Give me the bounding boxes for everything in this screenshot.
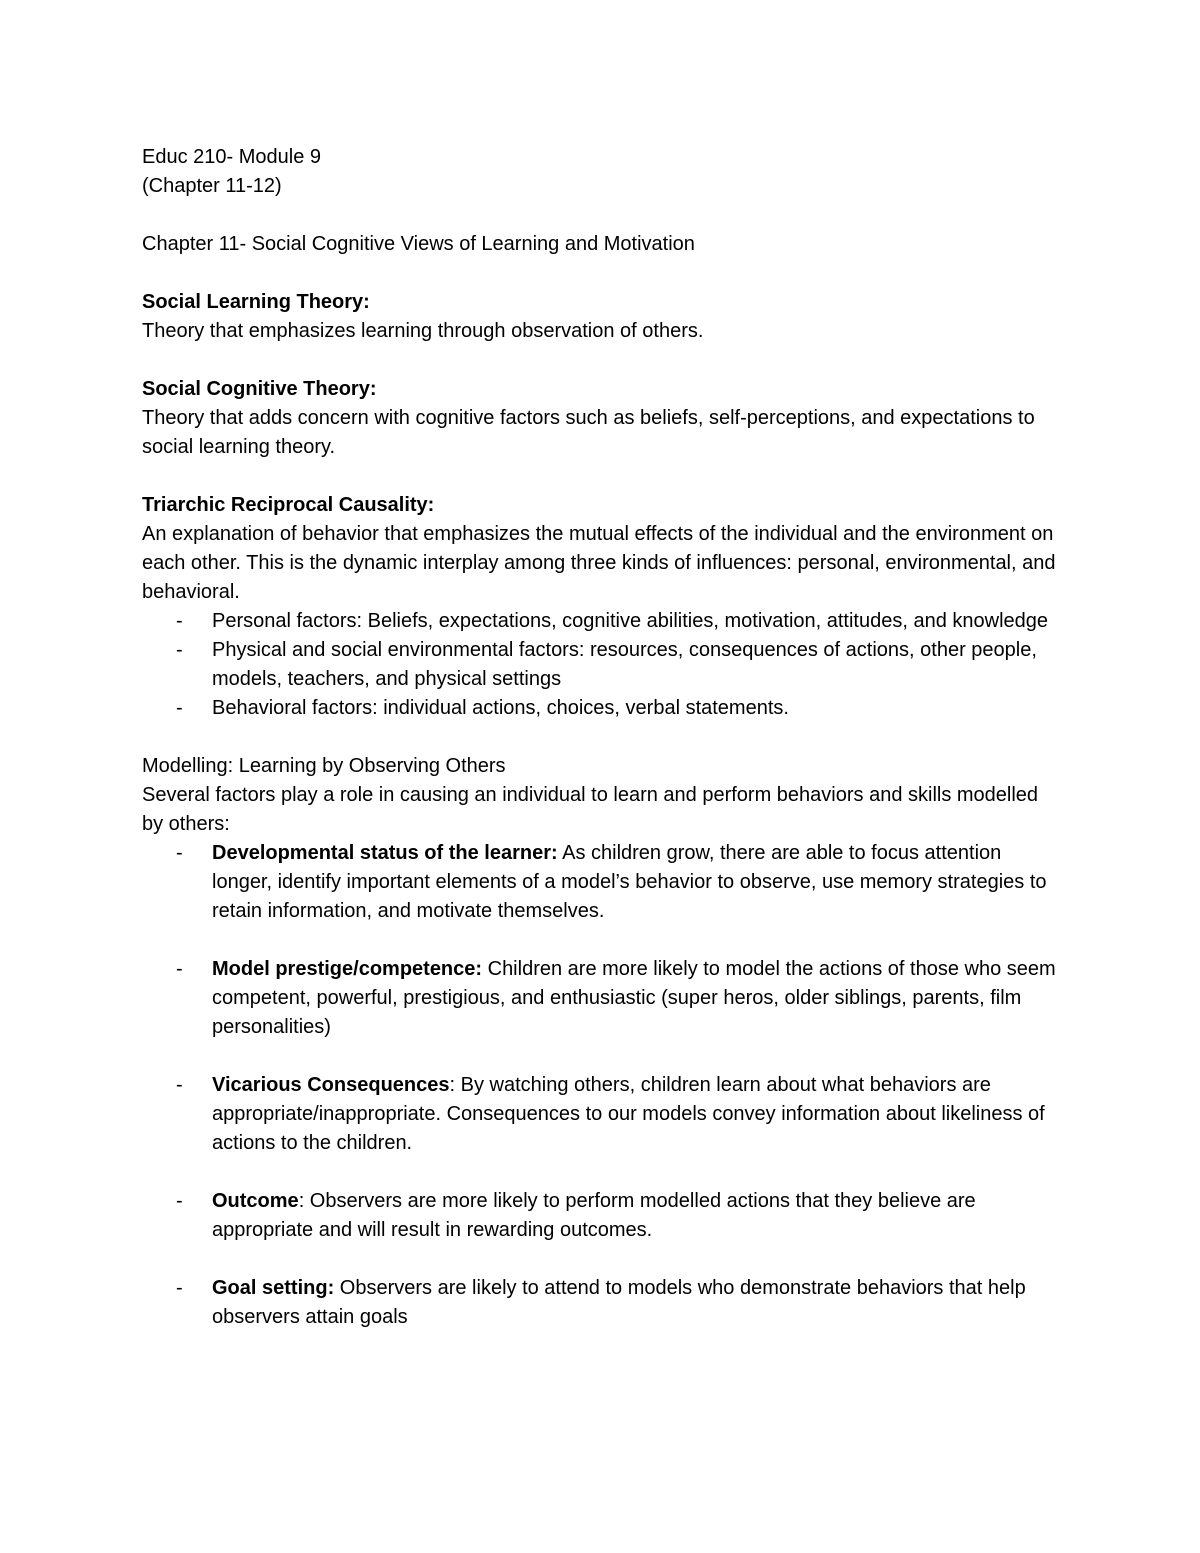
spacer <box>142 723 1062 752</box>
list-item <box>142 607 1062 636</box>
list-item <box>142 839 1062 926</box>
list-item <box>142 636 1062 694</box>
factor-term: Developmental status of the learner: <box>212 842 558 864</box>
dash-bullet: - <box>176 639 183 661</box>
factor-term: Model prestige/competence: <box>212 958 483 980</box>
social-cognitive-heading: Social Cognitive Theory: <box>142 378 377 400</box>
triarchic-definition: An explanation of behavior that emphasizes the mutual effects of the individual and the environment on each other. This is the dynamic interplay among three kinds of influences: personal, environmental, and behavioral. <box>142 523 1056 603</box>
modelling-intro: Several factors play a role in causing an individual to learn and perform behaviors and skills modelled by others: <box>142 784 1039 835</box>
factor-term: Goal setting: <box>212 1277 335 1299</box>
dash-bullet: - <box>176 697 183 719</box>
modelling-factor-list <box>142 839 1062 1332</box>
dash-bullet: - <box>176 958 183 980</box>
list-item <box>142 1274 1062 1332</box>
social-learning-definition: Theory that emphasizes learning through observation of others. <box>142 320 704 342</box>
list-item-text: Physical and social environmental factors: resources, consequences of actions, other people, models, teachers, and physical settings <box>212 639 1037 690</box>
list-item <box>142 1187 1062 1245</box>
document-page <box>142 143 1062 1332</box>
factor-description: Observers are likely to attend to models who demonstrate behaviors that help observers attain goals <box>212 1277 1026 1328</box>
factor-description: : Observers are more likely to perform modelled actions that they believe are appropriate and will result in rewarding outcomes. <box>212 1190 976 1241</box>
list-item-text: Personal factors: Beliefs, expectations, cognitive abilities, motivation, attitudes, and knowledge <box>212 610 1049 632</box>
factor-description: : By watching others, children learn about what behaviors are appropriate/inappropriate. Consequences to our models convey information about likeliness of actions to the children. <box>212 1074 1045 1154</box>
spacer <box>142 462 1062 491</box>
course-title: Educ 210- Module 9 <box>142 146 322 168</box>
factor-description: Children are more likely to model the actions of those who seem competent, powerful, prestigious, and enthusiastic (super heros, older siblings, parents, film personalities) <box>212 958 1056 1038</box>
triarchic-factor-list <box>142 607 1062 723</box>
factor-term: Outcome <box>212 1190 299 1212</box>
dash-bullet: - <box>176 610 183 632</box>
list-item <box>142 694 1062 723</box>
social-learning-heading: Social Learning Theory: <box>142 291 370 313</box>
modelling-heading: Modelling: Learning by Observing Others <box>142 755 506 777</box>
list-item-text: Behavioral factors: individual actions, choices, verbal statements. <box>212 697 789 719</box>
triarchic-heading: Triarchic Reciprocal Causality: <box>142 494 435 516</box>
spacer <box>142 259 1062 288</box>
list-item <box>142 1071 1062 1158</box>
dash-bullet: - <box>176 1074 183 1096</box>
dash-bullet: - <box>176 1277 183 1299</box>
factor-description: As children grow, there are able to focus attention longer, identify important elements of a model’s behavior to observe, use memory strategies to retain information, and motivate themselves. <box>212 842 1047 922</box>
spacer <box>142 201 1062 230</box>
chapter-title: Chapter 11- Social Cognitive Views of Learning and Motivation <box>142 233 695 255</box>
factor-term: Vicarious Consequences <box>212 1074 450 1096</box>
dash-bullet: - <box>176 842 183 864</box>
social-cognitive-definition: Theory that adds concern with cognitive factors such as beliefs, self-perceptions, and expectations to social learning theory. <box>142 407 1035 458</box>
spacer <box>142 346 1062 375</box>
list-item <box>142 955 1062 1042</box>
chapter-range: (Chapter 11-12) <box>142 175 282 197</box>
dash-bullet: - <box>176 1190 183 1212</box>
